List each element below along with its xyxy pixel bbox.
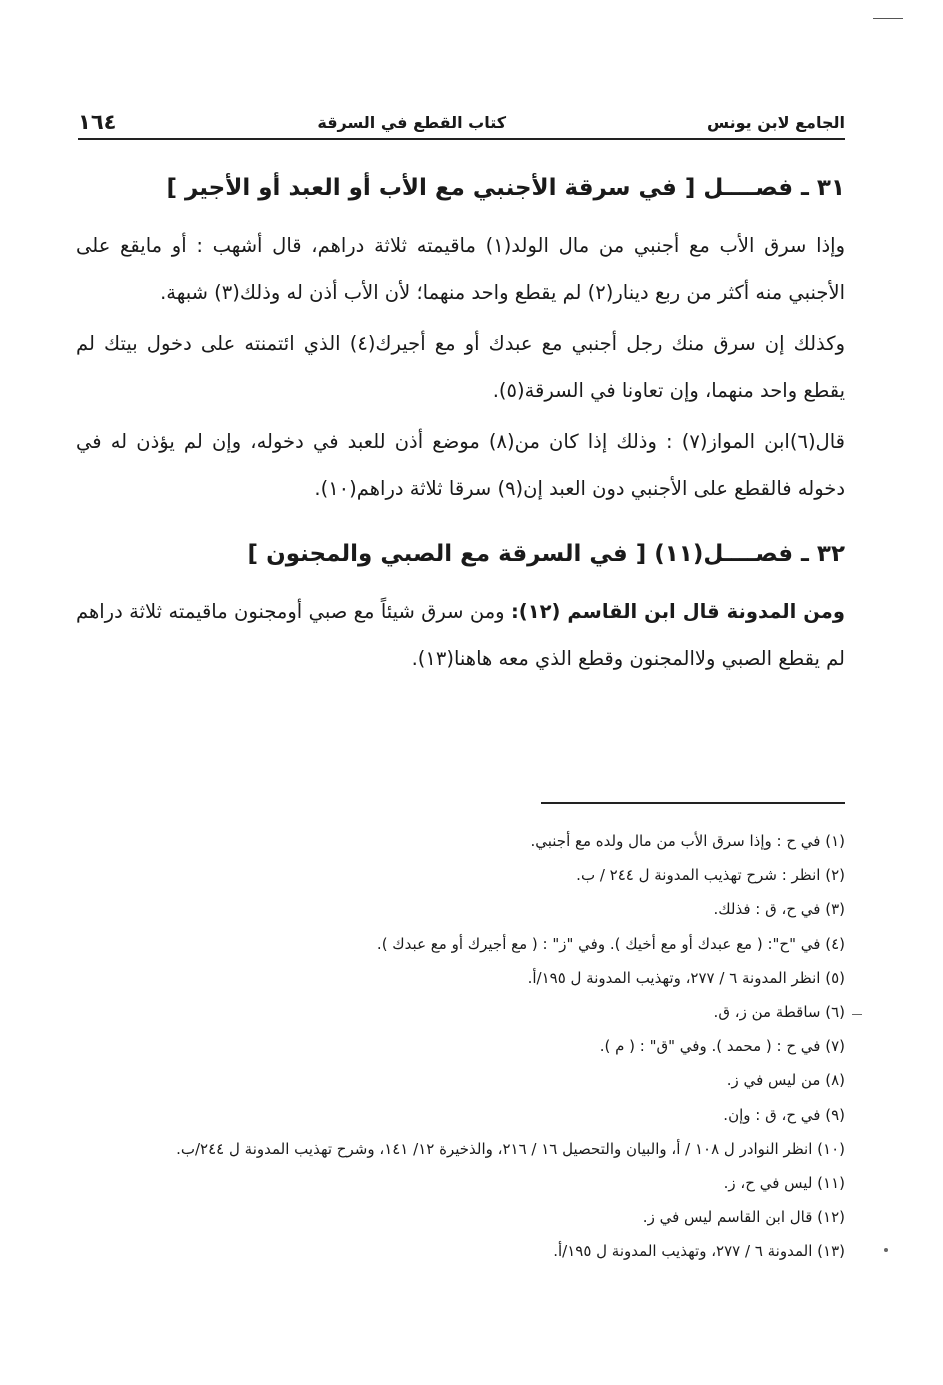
main-text	[76, 166, 845, 686]
footnote: (١١) ليس في ح، ز.	[723, 1174, 845, 1193]
footnote: (١٢) قال ابن القاسم ليس في ز.	[642, 1208, 845, 1227]
section-31	[76, 166, 845, 512]
footnote: (١) في ح : وإذا سرق الأب من مال ولده مع أجنبي.	[530, 832, 845, 850]
paragraph	[76, 222, 845, 316]
paragraph	[76, 588, 845, 682]
footnote: (٢) انظر : شرح تهذيب المدونة ل ٢٤٤ / ب.	[576, 866, 845, 885]
page-number: ١٦٤	[78, 110, 117, 134]
footnotes	[76, 824, 845, 1269]
footnote: (٧) في ح : ( محمد ). وفي "ق" : ( م ).	[599, 1037, 845, 1056]
scan-speck	[852, 1014, 862, 1015]
paragraph-text: قال(٦)ابن المواز(٧) : وذلك إذا كان من(٨) موضع أذن للعبد في دخوله، وإن لم يؤذن له في دخوله فالقطع على الأجنبي دون العبد إن(٩) سرقا ثلاثة دراهم(١٠).	[76, 430, 845, 500]
footnote-rule	[541, 802, 845, 804]
footnote: (٨) من ليس في ز.	[726, 1071, 845, 1090]
footnote: (٦) ساقطة من ز، ق.	[713, 1003, 845, 1022]
footnote: (٣) في ح، ق : فذلك.	[713, 900, 845, 919]
footnote: (٤) في "ح": ( مع عبدك أو مع أخيك ). وفي "ز" : ( مع أجيرك أو مع عبدك ).	[376, 934, 845, 953]
header-chapter-title: كتاب القطع في السرقة	[317, 112, 507, 132]
footnote: (١٠) انظر النوادر ل ١٠٨ / أ، والبيان والتحصيل ١٦ / ٢١٦، والذخيرة ١٢/ ١٤١، وشرح تهذيب المدونة ل ٢٤٤/ب.	[176, 1139, 845, 1158]
footnote: (٩) في ح، ق : وإن.	[723, 1105, 845, 1124]
section-title: ٣١ ـ فصــــل [ في سرقة الأجنبي مع الأب أو العبد أو الأجير ]	[166, 175, 845, 201]
header-rule	[78, 138, 845, 140]
paragraph-lead: ومن المدونة قال ابن القاسم (١٢):	[510, 600, 845, 623]
section-32	[76, 532, 845, 682]
scan-speck	[884, 1248, 888, 1252]
scan-corner-mark	[873, 18, 903, 19]
paragraph-text: وإذا سرق الأب مع أجنبي من مال الولد(١) ماقيمته ثلاثة دراهم، قال أشهب : أو مايقع على الأجنبي منه أكثر من ربع دينار(٢) لم يقطع واحد منهما؛ لأن الأب أذن له وذلك(٣) شبهة.	[76, 234, 846, 304]
paragraph	[76, 418, 845, 512]
footnote: (٥) انظر المدونة ٦ / ٢٧٧، وتهذيب المدونة ل ١٩٥/أ.	[527, 968, 845, 987]
paragraph-text: ومن سرق شيئاً مع صبي أومجنون ماقيمته ثلاثة دراهم لم يقطع الصبي ولاالمجنون وقطع الذي معه هاهنا(١٣).	[76, 600, 845, 670]
header-book-title: الجامع لابن يونس	[707, 112, 845, 132]
section-title: ٣٢ ـ فصــــل(١١) [ في السرقة مع الصبي والمجنون ]	[247, 541, 845, 567]
footnote: (١٣) المدونة ٦ / ٢٧٧، وتهذيب المدونة ل ١٩٥/أ.	[553, 1242, 845, 1261]
paragraph-text: وكذلك إن سرق منك رجل أجنبي مع عبدك أو مع أجيرك(٤) الذي ائتمنته على دخول بيتك لم يقطع واحد منهما، وإن تعاونا في السرقة(٥).	[76, 332, 845, 402]
paragraph	[76, 320, 845, 414]
running-header	[78, 108, 845, 136]
